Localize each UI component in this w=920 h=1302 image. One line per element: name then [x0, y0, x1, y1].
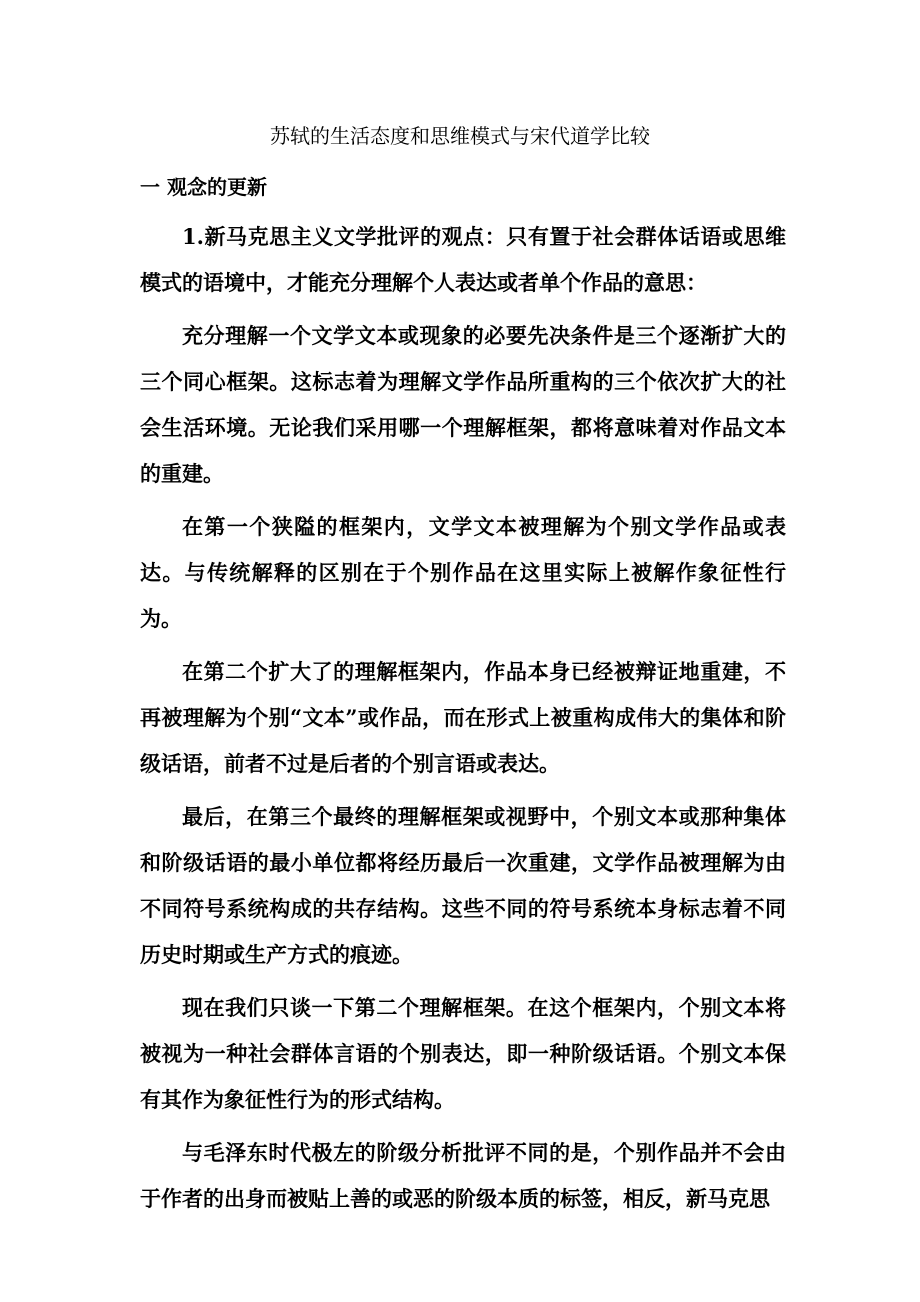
document-title: 苏轼的生活态度和思维模式与宋代道学比较	[270, 124, 650, 148]
paragraph: 最后，在第三个最终的理解框架或视野中，个别文本或那种集体和阶级话语的最小单位都将经历最后一次重建，文学作品被理解为由不同符号系统构成的共存结构。这些不同的符号系统本身标志着不同历史时期或生产方式的痕迹。	[140, 804, 786, 967]
paragraph: 与毛泽东时代极左的阶级分析批评不同的是，个别作品并不会由于作者的出身而被贴上善的或恶的阶级本质的标签，相反，新马克思	[140, 1140, 786, 1211]
paragraph: 现在我们只谈一下第二个理解框架。在这个框架内，个别文本将被视为一种社会群体言语的个别表达，即一种阶级话语。个别文本保有其作为象征性行为的形式结构。	[140, 995, 786, 1112]
paragraph: 在第一个狭隘的框架内，文学文本被理解为个别文学作品或表达。与传统解释的区别在于个别作品在这里实际上被解作象征性行为。	[140, 514, 786, 631]
paragraph: 在第二个扩大了的理解框架内，作品本身已经被辩证地重建，不再被理解为个别“文本”或作品，而在形式上被重构成伟大的集体和阶级话语，前者不过是后者的个别言语或表达。	[140, 659, 786, 776]
section-heading: 一 观念的更新	[140, 175, 267, 199]
paragraph: 1.新马克思主义文学批评的观点：只有置于社会群体话语或思维模式的语境中，才能充分理解个人表达或者单个作品的意思：	[140, 224, 786, 295]
paragraph: 充分理解一个文学文本或现象的必要先决条件是三个逐渐扩大的三个同心框架。这标志着为理解文学作品所重构的三个依次扩大的社会生活环境。无论我们采用哪一个理解框架，都将意味着对作品文本的重建。	[140, 323, 786, 486]
document-body	[140, 214, 786, 1229]
